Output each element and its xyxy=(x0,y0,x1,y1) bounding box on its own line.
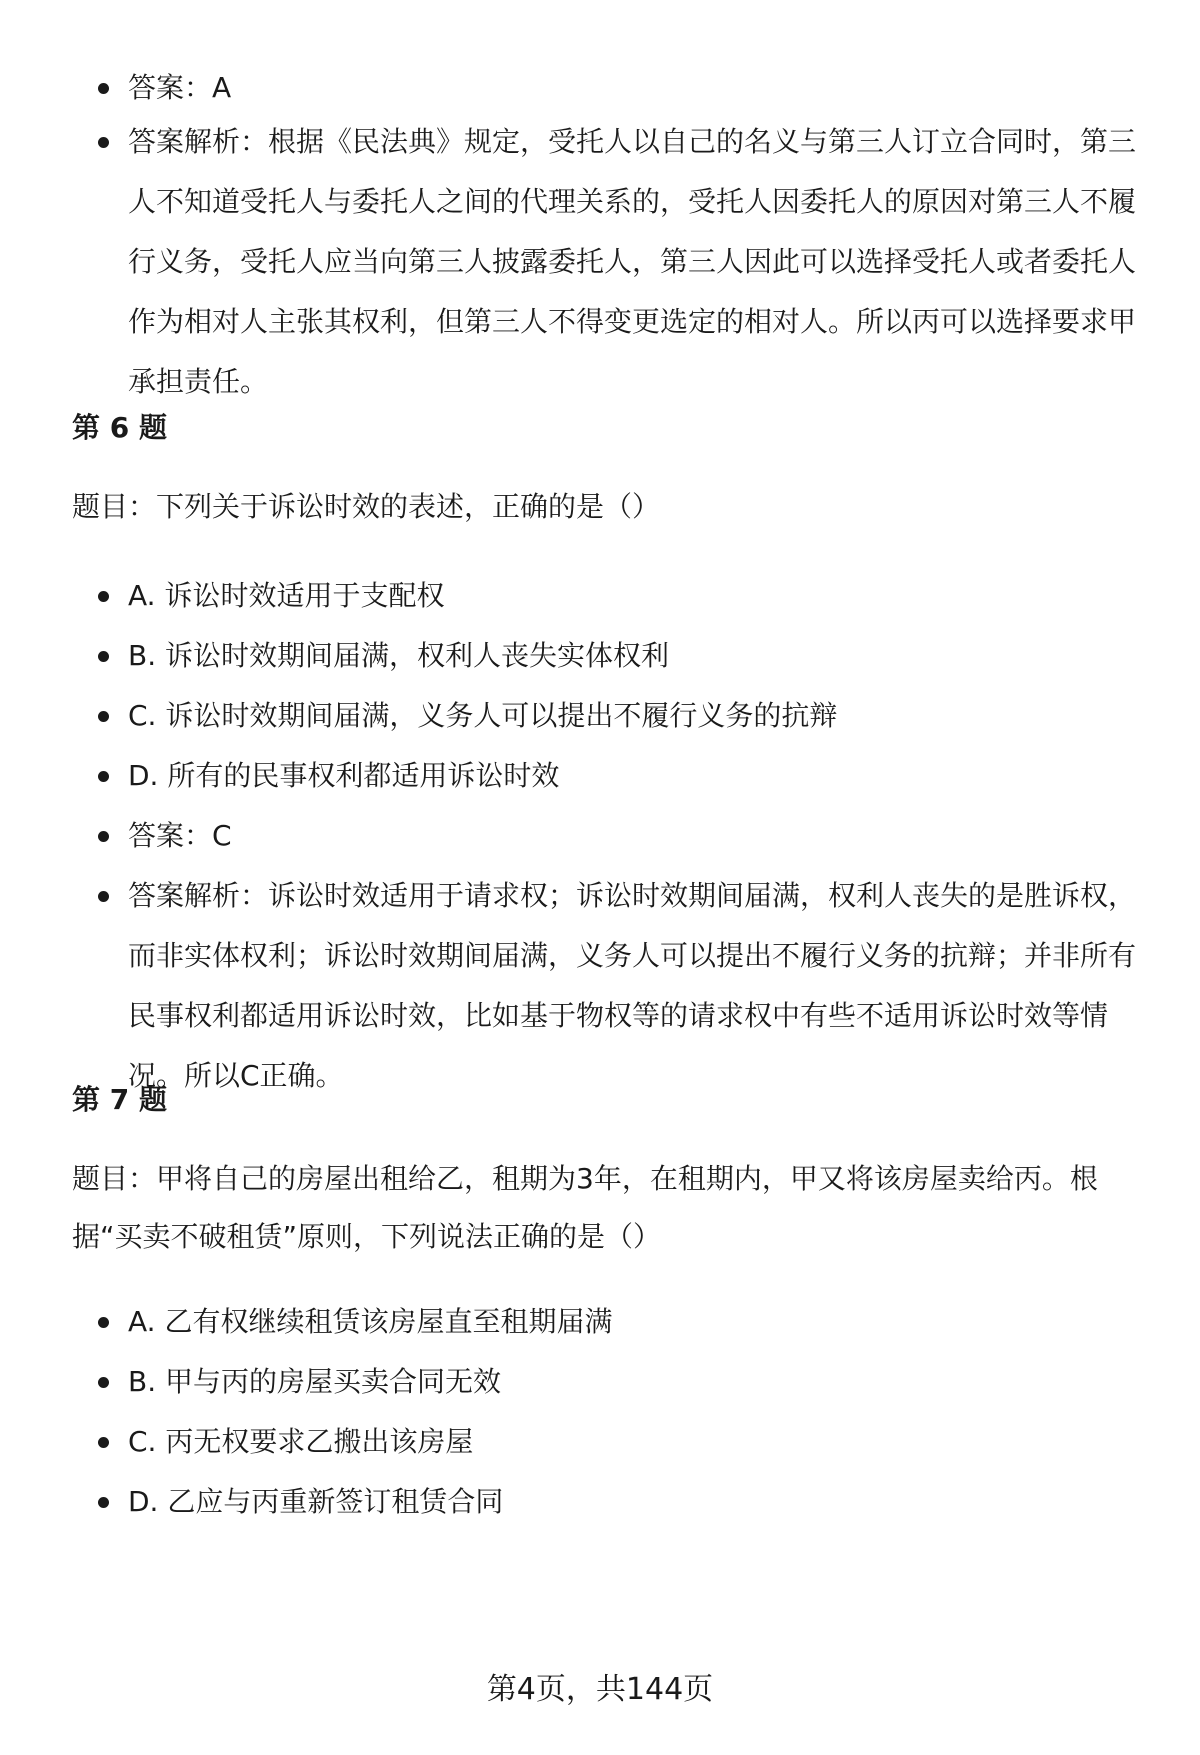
q7-option-b: B. 甲与丙的房屋买卖合同无效 xyxy=(0,1352,1200,1412)
q6-option-d: D. 所有的民事权利都适用诉讼时效 xyxy=(0,746,1200,806)
q6-stem: 题目：下列关于诉讼时效的表述，正确的是（） xyxy=(72,490,661,523)
q6-option-b: B. 诉讼时效期间届满，权利人丧失实体权利 xyxy=(0,626,1200,686)
q6-options-list xyxy=(0,566,1200,1106)
q7-option-a: A. 乙有权继续租赁该房屋直至租期届满 xyxy=(0,1292,1200,1352)
q7-options-list xyxy=(0,1292,1200,1532)
q7-option-d: D. 乙应与丙重新签订租赁合同 xyxy=(0,1472,1200,1532)
q6-option-a: A. 诉讼时效适用于支配权 xyxy=(0,566,1200,626)
page-number: 第4页，共144页 xyxy=(486,1672,714,1707)
q6-explanation: 答案解析：诉讼时效适用于请求权；诉讼时效期间届满，权利人丧失的是胜诉权，而非实体权利；诉讼时效期间届满，义务人可以提出不履行义务的抗辩；并非所有民事权利都适用诉讼时效，比如基于物权等的请求权中有些不适用诉讼时效等情况。所以C正确。 xyxy=(0,866,1200,1106)
q6-answer: 答案：C xyxy=(0,806,1200,866)
q5-explanation: 答案解析：根据《民法典》规定，受托人以自己的名义与第三人订立合同时，第三人不知道受托人与委托人之间的代理关系的，受托人因委托人的原因对第三人不履行义务，受托人应当向第三人披露委托人，第三人因此可以选择受托人或者委托人作为相对人主张其权利，但第三人不得变更选定的相对人。所以丙可以选择要求甲承担责任。 xyxy=(0,112,1200,412)
q7-option-c: C. 丙无权要求乙搬出该房屋 xyxy=(0,1412,1200,1472)
q5-answer-list xyxy=(0,58,1200,412)
q5-answer: 答案：A xyxy=(0,58,1200,118)
q6-heading: 第 6 题 xyxy=(72,411,167,444)
q7-heading: 第 7 题 xyxy=(72,1083,167,1116)
q6-option-c: C. 诉讼时效期间届满，义务人可以提出不履行义务的抗辩 xyxy=(0,686,1200,746)
q7-stem: 题目：甲将自己的房屋出租给乙，租期为3年，在租期内，甲又将该房屋卖给丙。根据“买卖不破租赁”原则，下列说法正确的是（） xyxy=(72,1162,1098,1253)
